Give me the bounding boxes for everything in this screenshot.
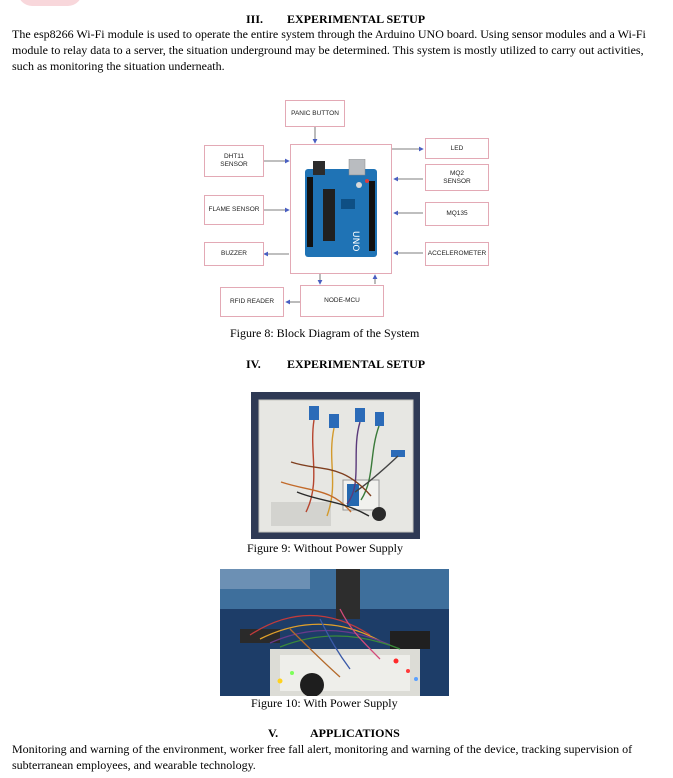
accelerometer-block: ACCELEROMETER <box>425 242 489 266</box>
section-5-paragraph: Monitoring and warning of the environment, worker free fall alert, monitoring and warning of the device, tracking supervision of subterranean employees, and wearable technology. <box>12 742 633 772</box>
rfid-reader-block: RFID READER <box>220 287 284 317</box>
flame-sensor-block: FLAME SENSOR <box>204 195 264 225</box>
figure-9-caption: Figure 9: Without Power Supply <box>247 541 403 555</box>
figure-10-photo <box>220 569 449 696</box>
led-block: LED <box>425 138 489 159</box>
uno-board-label: UNO <box>350 231 360 252</box>
mq2-sensor-block: MQ2 SENSOR <box>425 164 489 191</box>
panic-button-block: PANIC BUTTON <box>285 100 345 127</box>
dht11-sensor-block: DHT11 SENSOR <box>204 145 264 177</box>
section-5-title: APPLICATIONS <box>310 726 400 740</box>
block-diagram <box>200 96 500 321</box>
buzzer-block: BUZZER <box>204 242 264 266</box>
section-4-heading <box>246 357 425 372</box>
section-3-number: III. <box>246 12 264 26</box>
section-4-title: EXPERIMENTAL SETUP <box>287 357 426 371</box>
section-3-title: EXPERIMENTAL SETUP <box>287 12 426 26</box>
corner-stamp <box>18 0 82 6</box>
figure-9-photo <box>251 392 420 539</box>
section-5-heading <box>268 726 400 741</box>
section-3-paragraph: The esp8266 Wi-Fi module is used to operate the entire system through the Arduino UNO board. Using sensor modules and a Wi-Fi module to relay data to a server, the situation underground may be determined. This system is mostly utilized to carry out activities, such as monitoring the situation underneath. <box>12 27 646 73</box>
figure-8-caption: Figure 8: Block Diagram of the System <box>230 326 420 340</box>
mq135-block: MQ135 <box>425 202 489 226</box>
section-3-heading <box>246 12 425 27</box>
section-4-number: IV. <box>246 357 261 371</box>
figure-10-caption: Figure 10: With Power Supply <box>251 696 398 710</box>
arduino-uno-board-image <box>301 159 381 259</box>
section-5-number: V. <box>268 726 279 740</box>
node-mcu-block: NODE-MCU <box>300 285 384 317</box>
arduino-container <box>290 144 392 274</box>
